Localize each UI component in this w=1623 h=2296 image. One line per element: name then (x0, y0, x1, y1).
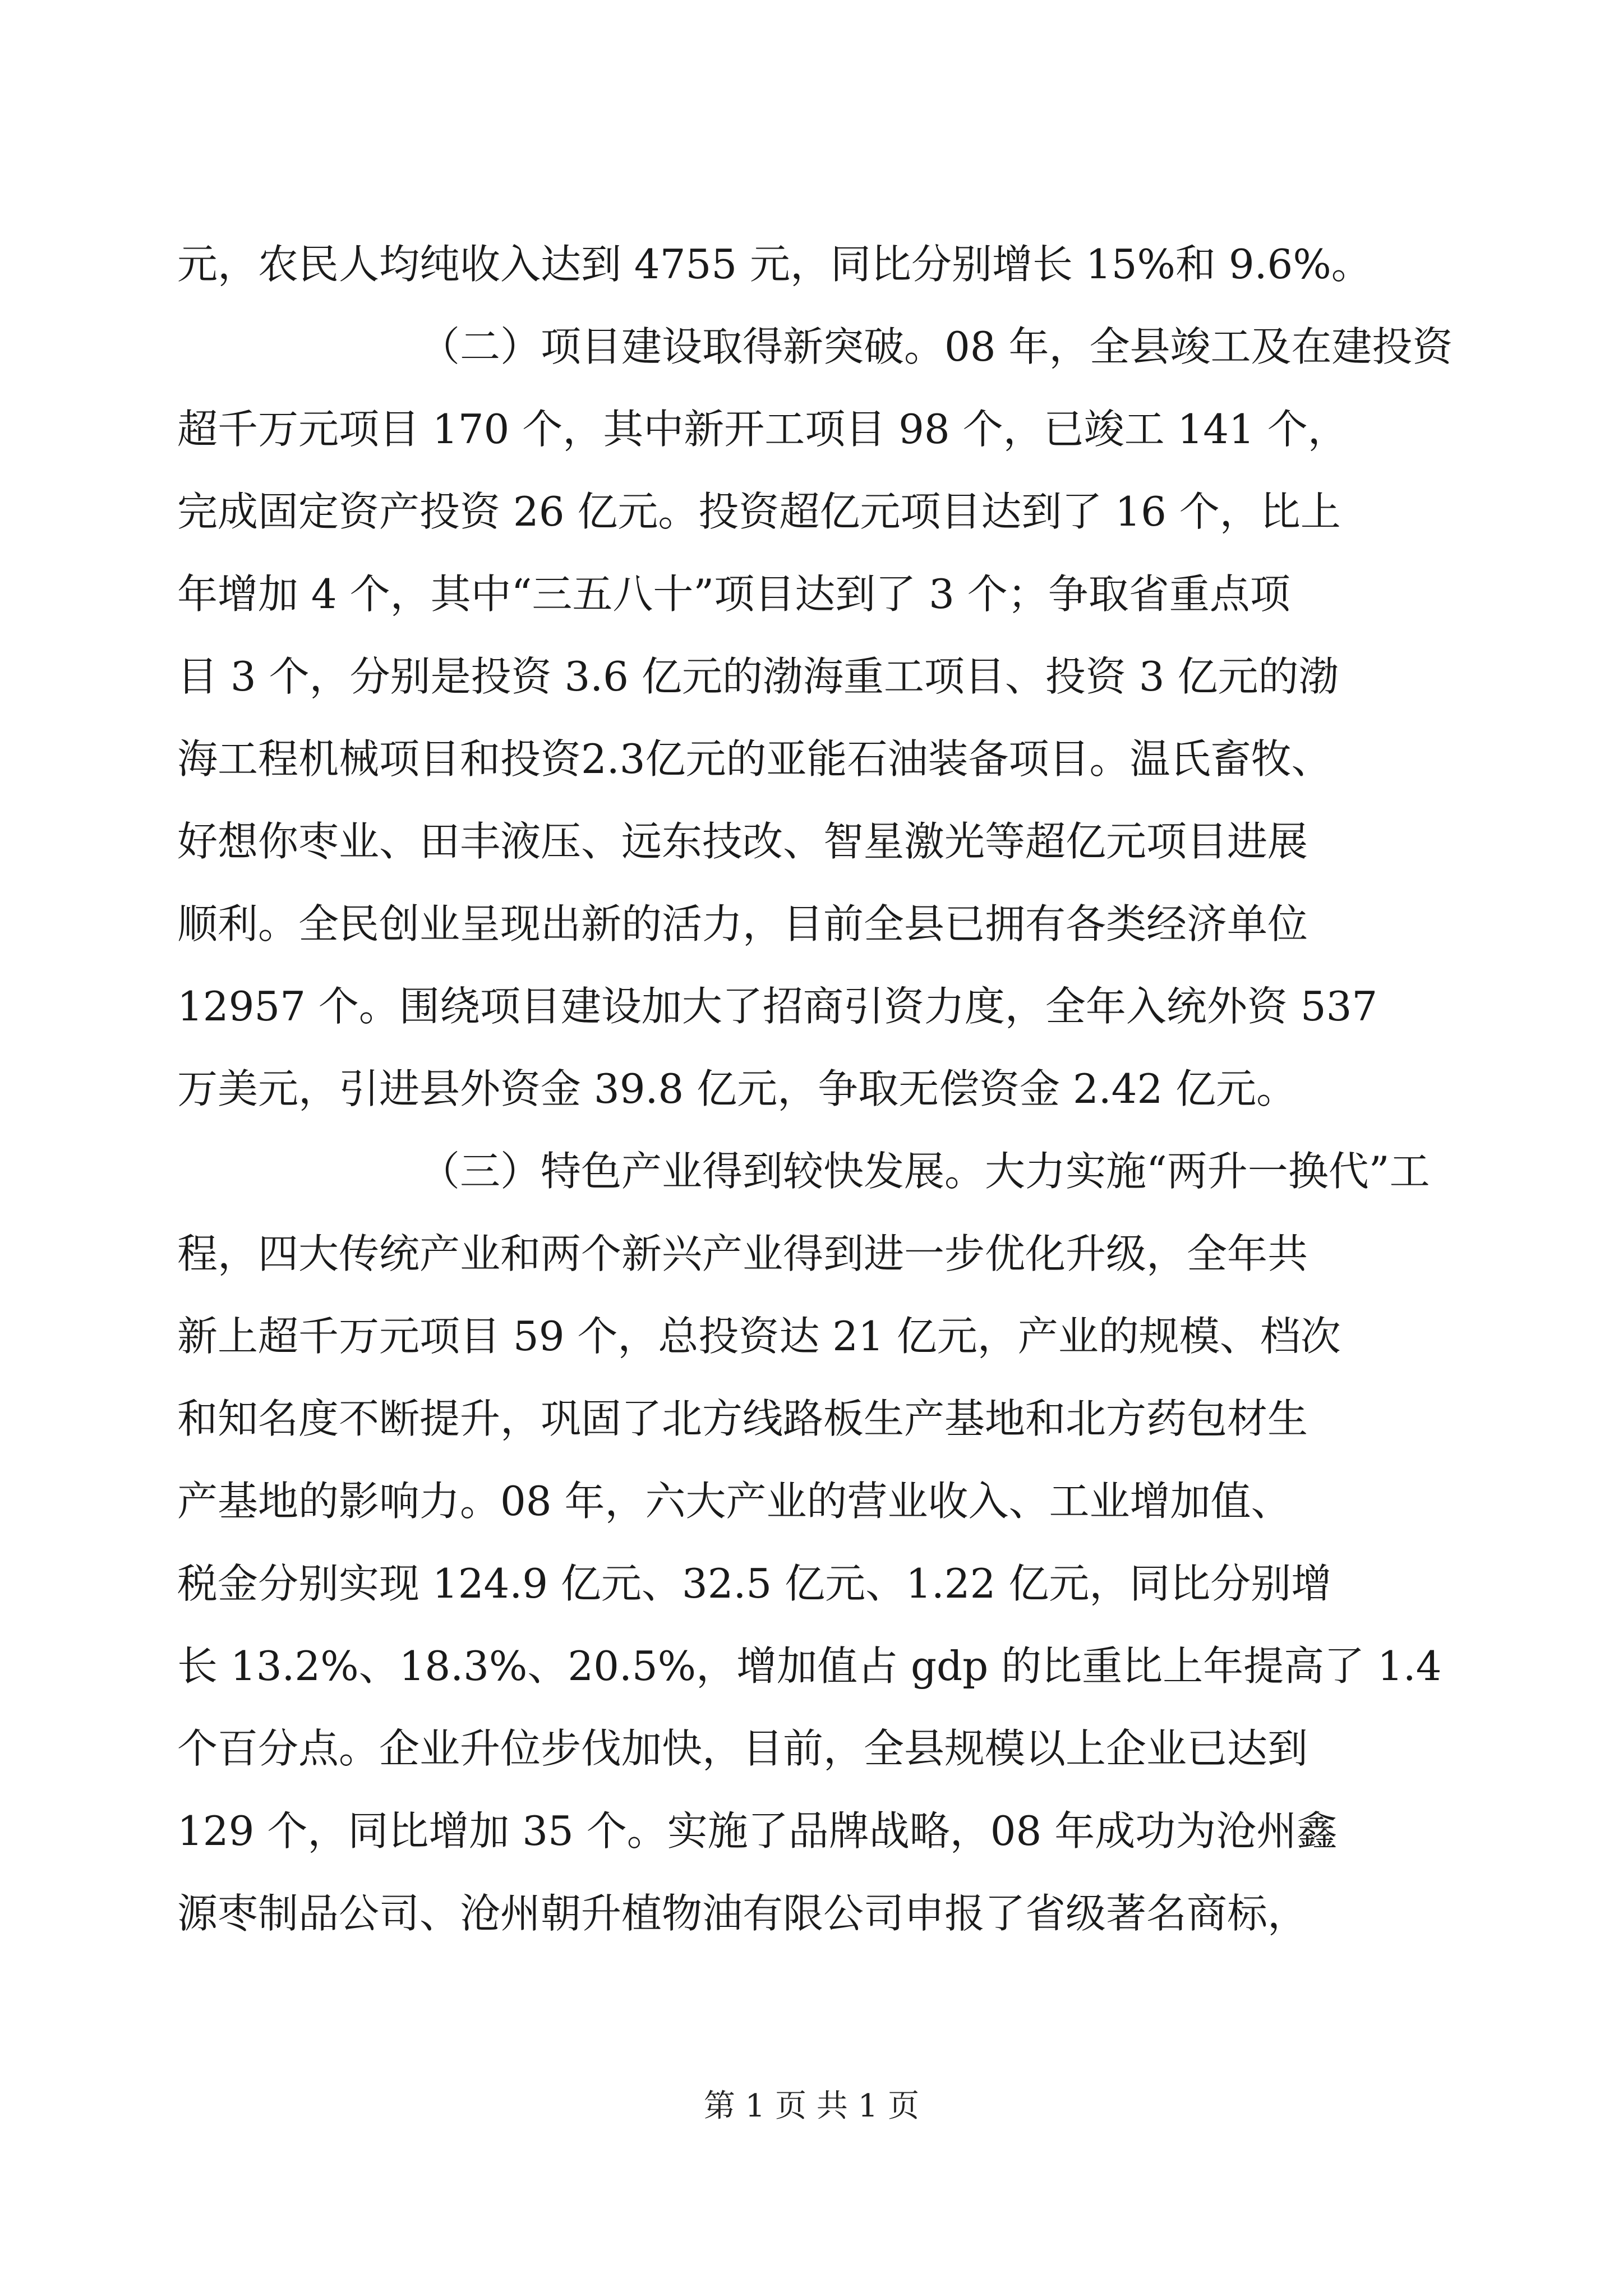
text-line: 129 个，同比增加 35 个。实施了品牌战略，08 年成功为沧州鑫 (177, 1807, 1338, 1855)
body-text (177, 223, 1461, 1955)
paragraph-start-line: （二）项目建设取得新突破。08 年，全县竣工及在建投资 (419, 323, 1453, 370)
text-line: 目 3 个，分别是投资 3.6 亿元的渤海重工项目、投资 3 亿元的渤 (177, 653, 1339, 700)
text-line: 和知名度不断提升，巩固了北方线路板生产基地和北方药包材生 (177, 1395, 1308, 1442)
text-line: 好想你枣业、田丰液压、远东技改、智星激光等超亿元项目进展 (177, 818, 1308, 865)
text-line: 个百分点。企业升位步伐加快，目前，全县规模以上企业已达到 (177, 1725, 1308, 1772)
text-line: 顺利。全民创业呈现出新的活力，目前全县已拥有各类经济单位 (177, 900, 1308, 947)
text-line: 超千万元项目 170 个，其中新开工项目 98 个，已竣工 141 个， (177, 406, 1348, 453)
text-line: 新上超千万元项目 59 个，总投资达 21 亿元，产业的规模、档次 (177, 1313, 1341, 1360)
text-line: 源枣制品公司、沧州朝升植物油有限公司申报了省级著名商标， (177, 1890, 1308, 1937)
text-line: 年增加 4 个，其中“三五八十”项目达到了 3 个；争取省重点项 (177, 570, 1290, 618)
text-line: 程，四大传统产业和两个新兴产业得到进一步优化升级，全年共 (177, 1230, 1308, 1277)
page-number-footer: 第 1 页 共 1 页 (703, 2088, 920, 2124)
text-line: 税金分别实现 124.9 亿元、32.5 亿元、1.22 亿元，同比分别增 (177, 1560, 1332, 1607)
text-line: 元，农民人均纯收入达到 4755 元，同比分别增长 15%和 9.6%。 (177, 241, 1372, 288)
text-line: 完成固定资产投资 26 亿元。投资超亿元项目达到了 16 个，比上 (177, 488, 1341, 535)
text-line: 长 13.2%、18.3%、20.5%，增加值占 gdp 的比重比上年提高了 1.4 (177, 1642, 1442, 1690)
text-line: 产基地的影响力。08 年，六大产业的营业收入、工业增加值、 (177, 1478, 1292, 1525)
text-line: 12957 个。围绕项目建设加大了招商引资力度，全年入统外资 537 (177, 983, 1378, 1030)
text-line: 万美元，引进县外资金 39.8 亿元，争取无偿资金 2.42 亿元。 (177, 1065, 1297, 1112)
text-line: 海工程机械项目和投资2.3亿元的亚能石油装备项目。温氏畜牧、 (177, 735, 1332, 783)
paragraph-start-line: （三）特色产业得到较快发展。大力实施“两升一换代”工 (419, 1148, 1430, 1195)
